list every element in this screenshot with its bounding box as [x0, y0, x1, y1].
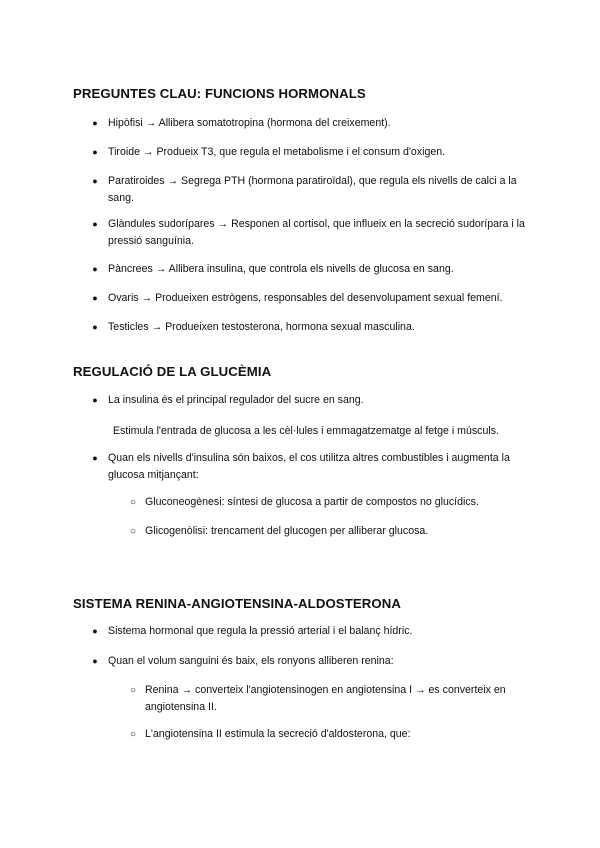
list-item: ● Sistema hormonal que regula la pressió arterial i el balanç hídric. [108, 623, 528, 640]
bullet-icon: ● [92, 656, 98, 666]
section-title-hormones: PREGUNTES CLAU: FUNCIONS HORMONALS [73, 86, 366, 101]
bullet-icon: ● [92, 219, 98, 229]
bullet-icon: ● [92, 264, 98, 274]
sub-list-item: ○ Renina → converteix l'angiotensinogen en angiotensina I → es converteix en angiotensina II. [129, 684, 506, 713]
sub-list-item: ○ Glicogenòlisi: trencament del glucogen per alliberar glucosa. [145, 523, 525, 540]
bullet-icon: ● [92, 395, 98, 405]
list-item: ● Hipòfisi → Allibera somatotropina (hormona del creixement). [108, 115, 528, 132]
bullet-icon: ● [92, 147, 98, 157]
hollow-bullet-icon: ○ [129, 729, 137, 740]
hollow-bullet-icon: ○ [129, 685, 137, 696]
list-item: ● Pàncrees → Allibera insulina, que controla els nivells de glucosa en sang. [108, 261, 528, 278]
bullet-icon: ● [92, 322, 98, 332]
hollow-bullet-icon: ○ [129, 497, 137, 508]
list-item: ● Quan el volum sanguini és baix, els ronyons alliberen renina: [108, 653, 528, 670]
bullet-icon: ● [92, 453, 98, 463]
bullet-icon: ● [92, 293, 98, 303]
hollow-bullet-icon: ○ [129, 526, 137, 537]
section-title-raas: SISTEMA RENINA-ANGIOTENSINA-ALDOSTERONA [73, 596, 401, 611]
list-item: ● Paratiroides → Segrega PTH (hormona paratiroïdal), que regula els nivells de calci a la sang. [108, 173, 528, 207]
list-item: ● Tiroide → Produeix T3, que regula el metabolisme i el consum d'oxigen. [108, 144, 528, 161]
sub-list-item: ○ Gluconeogènesi: síntesi de glucosa a partir de compostos no glucídics. [145, 494, 525, 511]
list-item-note: Estimula l'entrada de glucosa a les cèl·lules i emmagatzematge al fetge i músculs. [113, 425, 499, 437]
bullet-icon: ● [92, 118, 98, 128]
sub-list-item: ○ L'angiotensina II estimula la secreció d'aldosterona, que: [145, 726, 525, 743]
list-item: ● Glàndules sudorípares → Responen al cortisol, que influeix en la secreció sudorípara i la pressió sanguínia. [108, 216, 528, 250]
list-item: ● Testicles → Produeixen testosterona, hormona sexual masculina. [108, 319, 528, 336]
list-item: ● La insulina és el principal regulador del sucre en sang. [108, 392, 528, 409]
list-item: ● Quan els nivells d'insulina són baixos, el cos utilitza altres combustibles i augmenta la glucosa mitjançant: [108, 450, 528, 484]
bullet-icon: ● [92, 176, 98, 186]
section-title-glucemia: REGULACIÓ DE LA GLUCÈMIA [73, 364, 272, 379]
bullet-icon: ● [92, 626, 98, 636]
list-item: ● Ovaris → Produeixen estrògens, responsables del desenvolupament sexual femení. [108, 290, 528, 307]
